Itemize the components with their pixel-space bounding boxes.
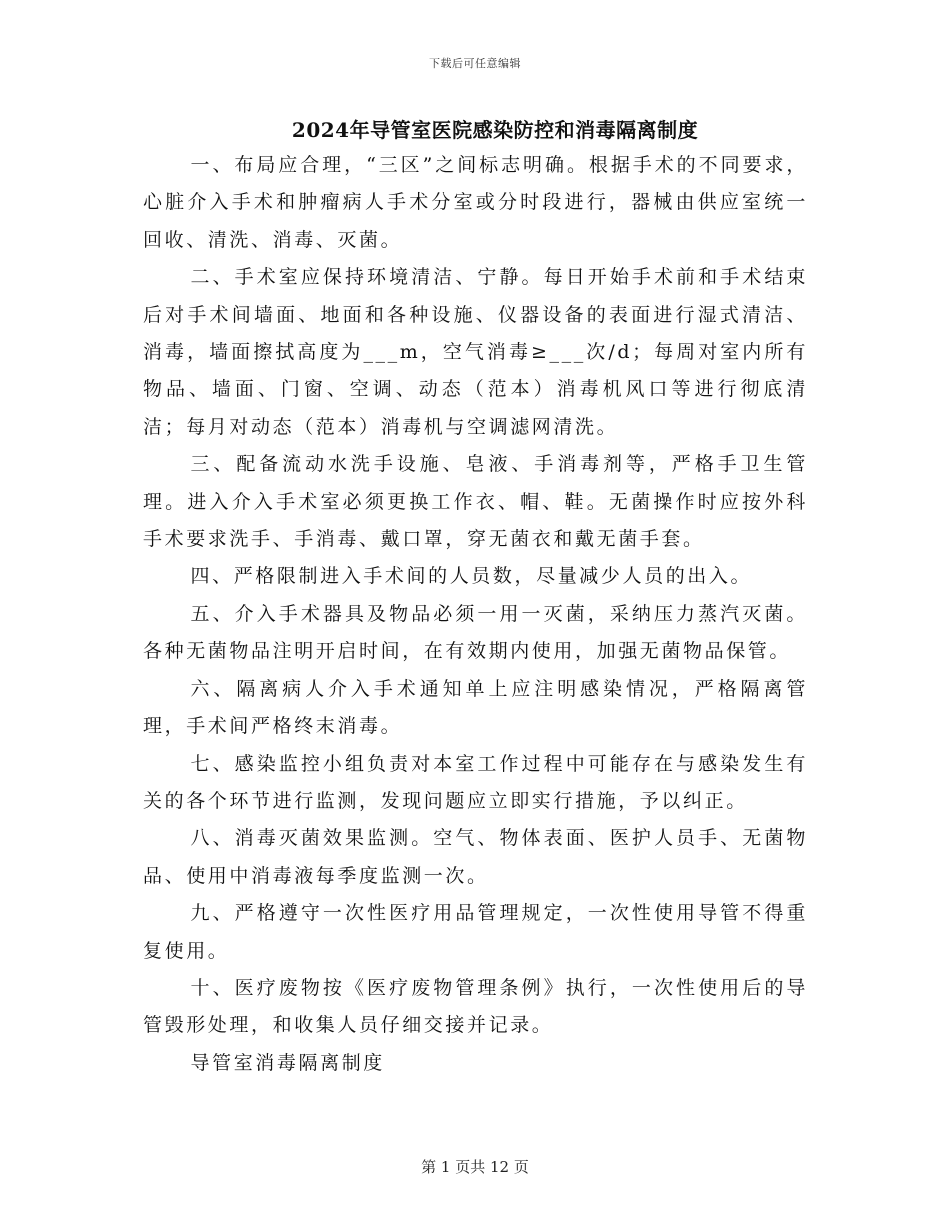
section-heading: 导管室消毒隔离制度: [190, 1051, 385, 1074]
document-body: [143, 147, 808, 1082]
paragraph-1: 一、布局应合理，“三区”之间标志明确。根据手术的不同要求，心脏介入手术和肿瘤病人手术分室或分时段进行，器械由供应室统一回收、清洗、消毒、灭菌。: [143, 154, 808, 251]
page-number-label: 第 1 页共 12 页: [421, 1158, 529, 1176]
document-title: 2024年导管室医院感染防控和消毒隔离制度: [291, 118, 699, 142]
page-footer: [0, 1156, 950, 1177]
paragraph-8: 八、消毒灭菌效果监测。空气、物体表面、医护人员手、无菌物品、使用中消毒液每季度监测一次。: [143, 827, 808, 887]
paragraph-6: 六、隔离病人介入手术通知单上应注明感染情况，严格隔离管理，手术间严格终末消毒。: [143, 677, 808, 738]
paragraph-5: 五、介入手术器具及物品必须一用一灭菌，采纳压力蒸汽灭菌。各种无菌物品注明开启时间，在有效期内使用，加强无菌物品保管。: [143, 602, 808, 663]
header-note: 下载后可任意编辑: [429, 57, 521, 70]
paragraph-4: 四、严格限制进入手术间的人员数，尽量减少人员的出入。: [190, 565, 753, 588]
paragraph-9: 九、严格遵守一次性医疗用品管理规定，一次性使用导管不得重复使用。: [143, 902, 808, 962]
paragraph-10: 十、医疗废物按《医疗废物管理条例》执行，一次性使用后的导管毁形处理，和收集人员仔细交接并记录。: [143, 976, 808, 1037]
paragraph-2: 二、手术室应保持环境清洁、宁静。每日开始手术前和手术结束后对手术间墙面、地面和各种设施、仪器设备的表面进行湿式清洁、消毒，墙面擦拭高度为___m，空气消毒≥___次/d；每周对室内所有物品、墙面、门窗、空调、动态（范本）消毒机风口等进行彻底清洁；每月对动态（范本）消毒机与空调滤网清洗。: [143, 266, 808, 438]
paragraph-3: 三、配备流动水洗手设施、皂液、手消毒剂等，严格手卫生管理。进入介入手术室必须更换工作衣、帽、鞋。无菌操作时应按外科手术要求洗手、手消毒、戴口罩，穿无菌衣和戴无菌手套。: [143, 453, 808, 551]
paragraph-7: 七、感染监控小组负责对本室工作过程中可能存在与感染发生有关的各个环节进行监测，发现问题应立即实行措施，予以纠正。: [143, 752, 808, 812]
